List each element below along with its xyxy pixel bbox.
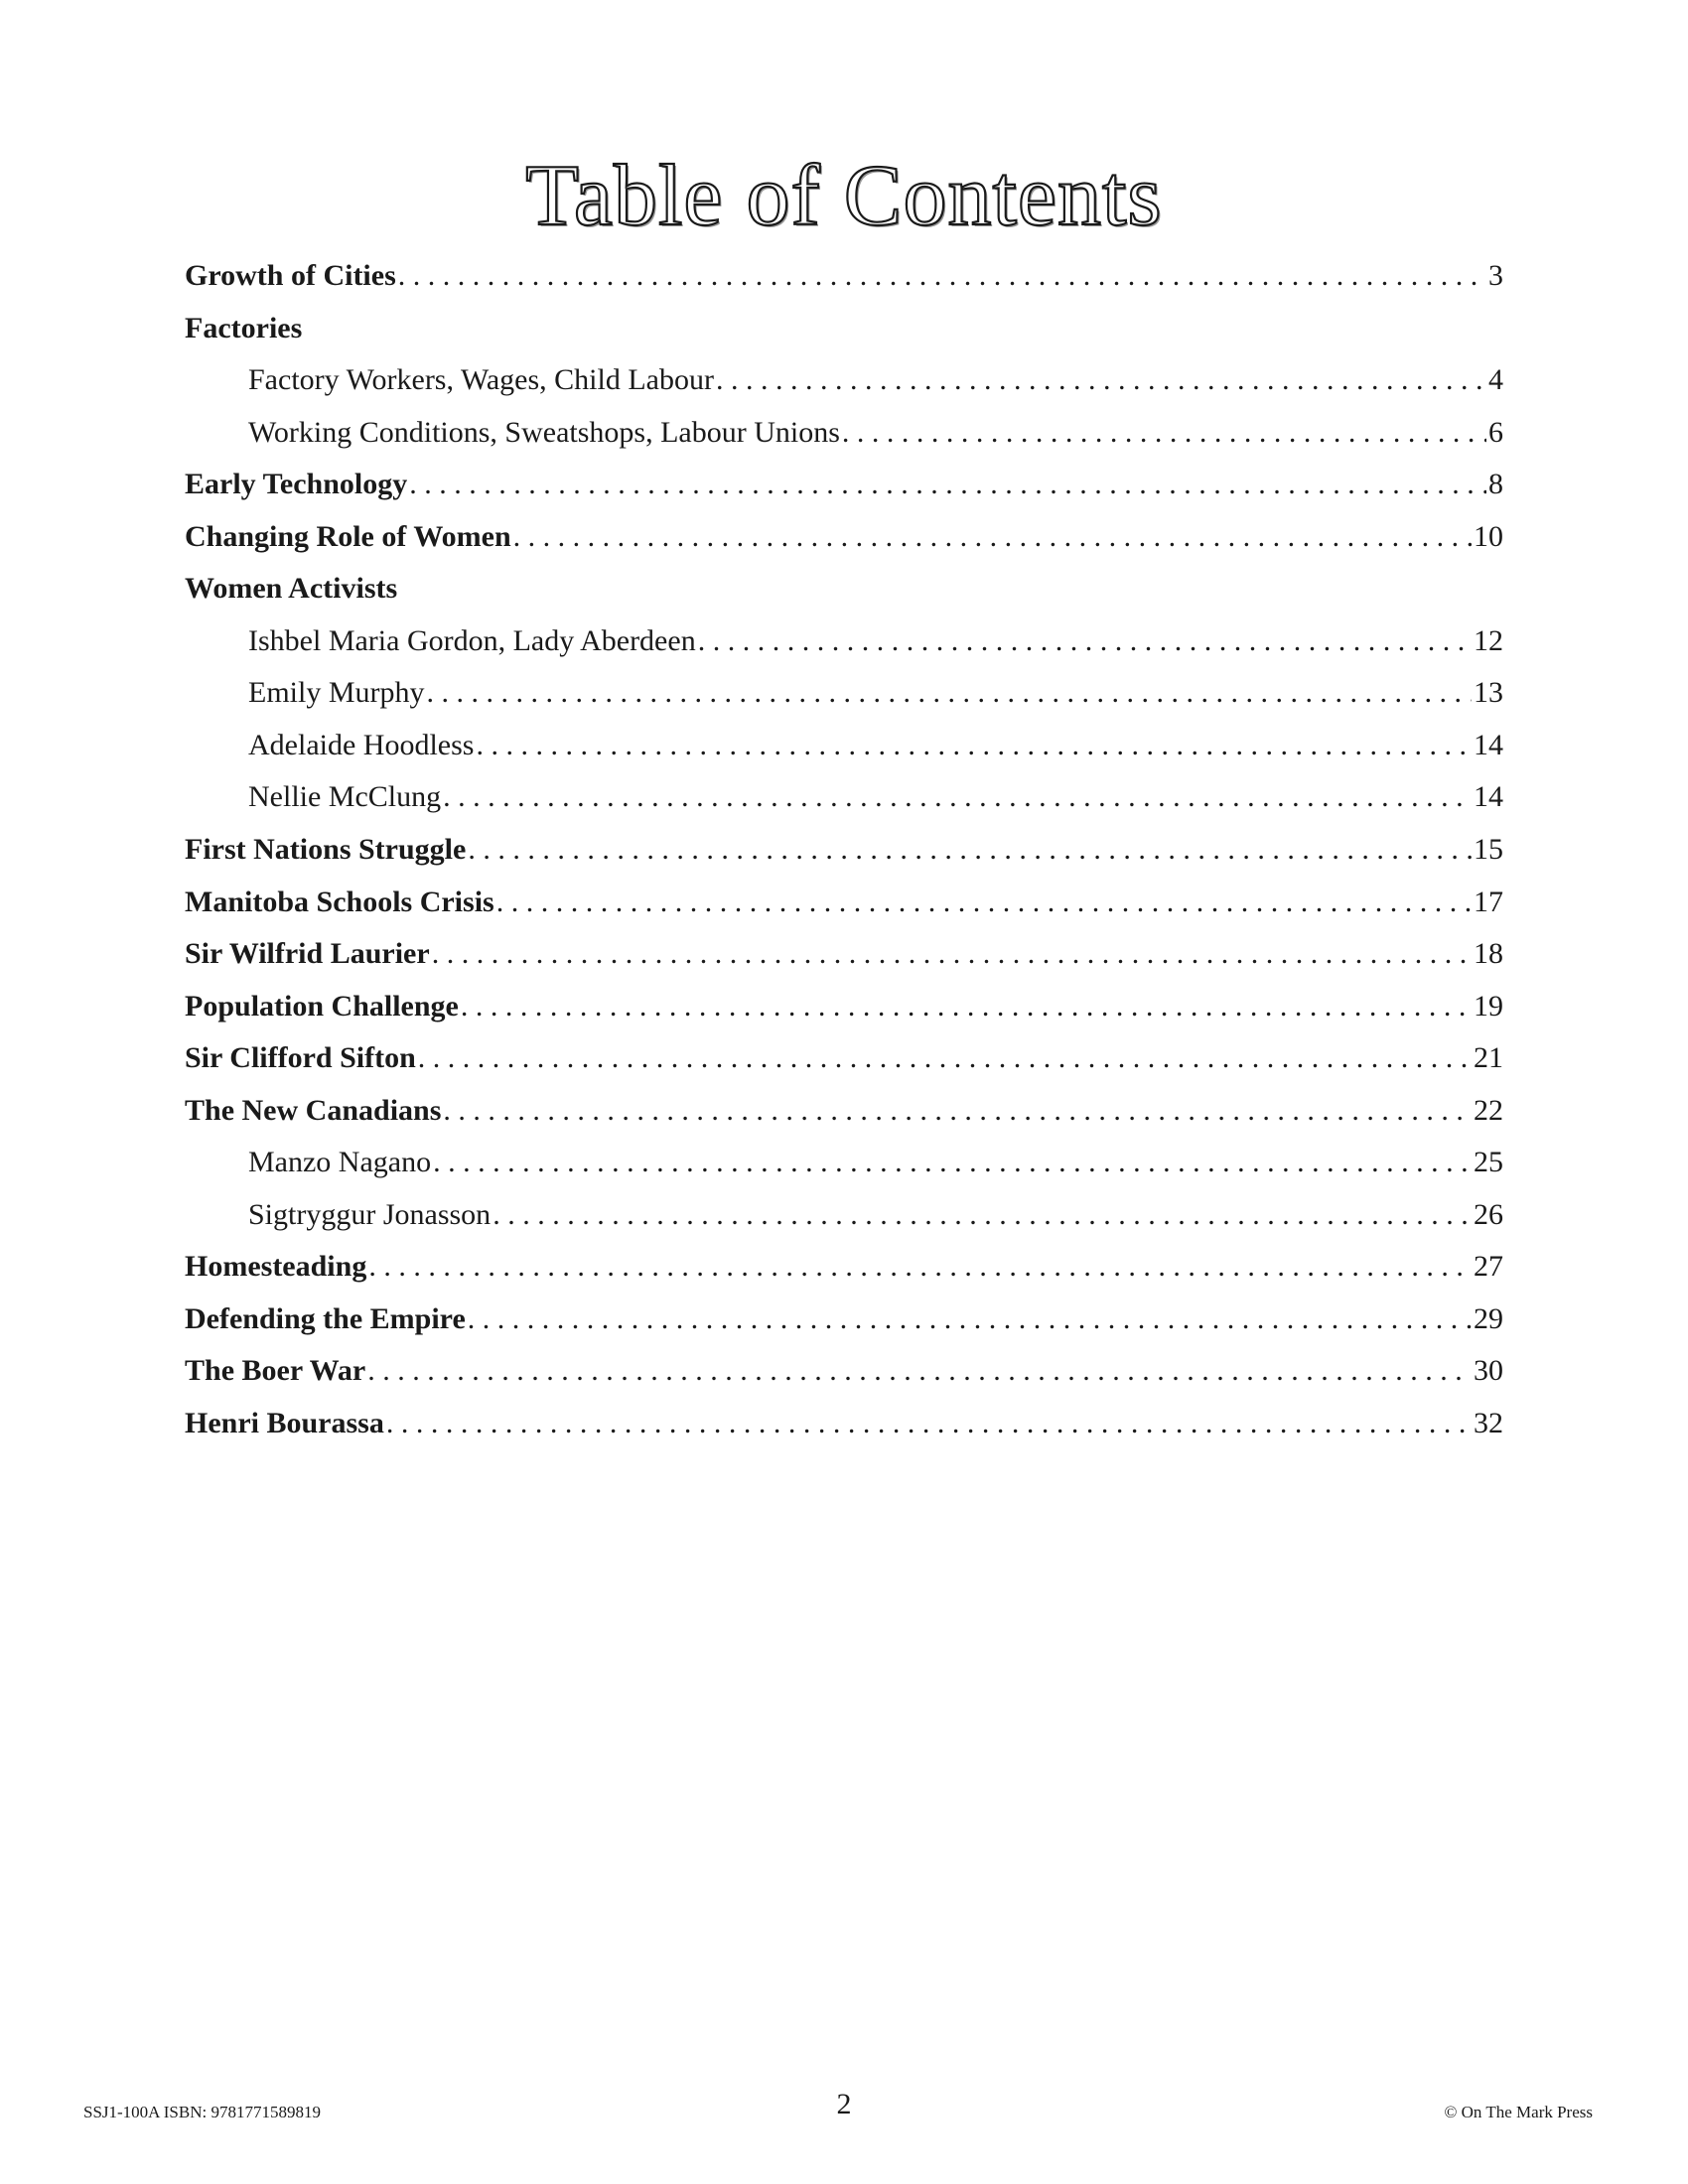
toc-entry-page: 19 xyxy=(1474,989,1503,1023)
toc-subentry xyxy=(185,1137,1503,1189)
toc-dot-leader xyxy=(716,354,1486,407)
toc-entry-label: Ishbel Maria Gordon, Lady Aberdeen xyxy=(248,623,696,657)
toc-dot-leader xyxy=(409,459,1486,511)
toc-entry-label: Manitoba Schools Crisis xyxy=(185,885,494,918)
toc-entry-label: Emily Murphy xyxy=(248,676,425,710)
toc-entry xyxy=(185,303,1503,355)
toc-entry-page: 4 xyxy=(1488,363,1503,397)
toc-entry-page: 32 xyxy=(1474,1407,1503,1440)
toc-entry xyxy=(185,459,1503,511)
toc-entry-label: Homesteading xyxy=(185,1250,367,1284)
toc-dot-leader xyxy=(513,511,1472,564)
toc-entry xyxy=(185,824,1503,877)
toc-entry-label: Adelaide Hoodless xyxy=(248,728,475,761)
footer-product-code: SSJ1-100A ISBN: 9781771589819 xyxy=(83,2103,321,2121)
toc-entry xyxy=(185,563,1503,615)
toc-entry xyxy=(185,511,1503,564)
toc-entry xyxy=(185,877,1503,929)
toc-dot-leader xyxy=(418,1032,1472,1085)
toc-dot-leader xyxy=(461,981,1472,1033)
toc-entry-page: 14 xyxy=(1474,780,1503,814)
toc-entry-page: 12 xyxy=(1474,623,1503,657)
table-of-contents xyxy=(185,250,1503,1450)
toc-dot-leader xyxy=(427,667,1473,720)
toc-entry xyxy=(185,1032,1503,1085)
toc-subentry xyxy=(185,667,1503,720)
toc-entry xyxy=(185,1345,1503,1398)
toc-entry-label: Henri Bourassa xyxy=(185,1407,384,1440)
toc-entry-page: 8 xyxy=(1488,468,1503,501)
toc-dot-leader xyxy=(433,1137,1472,1189)
toc-entry-page: 29 xyxy=(1474,1301,1503,1335)
toc-entry-page: 30 xyxy=(1474,1354,1503,1388)
toc-entry-label: Working Conditions, Sweatshops, Labour Unions xyxy=(248,415,840,449)
toc-entry-label: Growth of Cities xyxy=(185,259,396,292)
toc-entry-page: 18 xyxy=(1474,937,1503,971)
toc-entry-page: 3 xyxy=(1488,259,1503,292)
toc-entry-page: 10 xyxy=(1474,519,1503,553)
toc-entry-label: Sir Wilfrid Laurier xyxy=(185,937,430,971)
toc-subentry xyxy=(185,1189,1503,1242)
toc-entry-page: 17 xyxy=(1474,885,1503,918)
toc-entry xyxy=(185,1294,1503,1346)
toc-entry-label: Factory Workers, Wages, Child Labour xyxy=(248,363,714,397)
toc-dot-leader xyxy=(698,615,1472,668)
toc-dot-leader xyxy=(368,1241,1472,1294)
toc-entry xyxy=(185,981,1503,1033)
toc-dot-leader xyxy=(496,877,1472,929)
toc-entry-label: First Nations Struggle xyxy=(185,833,467,867)
toc-entry xyxy=(185,250,1503,303)
toc-entry-page: 27 xyxy=(1474,1250,1503,1284)
toc-entry-page: 6 xyxy=(1488,415,1503,449)
toc-entry-page: 15 xyxy=(1474,833,1503,867)
toc-entry-page: 26 xyxy=(1474,1197,1503,1231)
toc-entry-label: Sir Clifford Sifton xyxy=(185,1041,416,1075)
toc-entry-page: 25 xyxy=(1474,1146,1503,1179)
toc-entry-label: Sigtryggur Jonasson xyxy=(248,1197,492,1231)
toc-dot-leader xyxy=(367,1345,1472,1398)
toc-entry-label: Changing Role of Women xyxy=(185,519,511,553)
toc-subentry xyxy=(185,771,1503,824)
toc-entry-page: 14 xyxy=(1474,728,1503,761)
toc-dot-leader xyxy=(468,1294,1472,1346)
toc-dot-leader xyxy=(432,928,1472,981)
footer-page-number: 2 xyxy=(836,2088,852,2120)
footer-copyright: © On The Mark Press xyxy=(1444,2103,1593,2121)
toc-entry xyxy=(185,928,1503,981)
toc-dot-leader xyxy=(443,1085,1472,1138)
toc-subentry xyxy=(185,720,1503,772)
toc-subentry xyxy=(185,407,1503,460)
toc-dot-leader xyxy=(492,1189,1472,1242)
toc-dot-leader xyxy=(398,250,1486,303)
toc-subentry xyxy=(185,354,1503,407)
toc-entry-label: Population Challenge xyxy=(185,989,459,1023)
toc-dot-leader xyxy=(386,1398,1472,1450)
toc-entry-label: Manzo Nagano xyxy=(248,1146,432,1179)
toc-entry xyxy=(185,1085,1503,1138)
toc-dot-leader xyxy=(443,771,1472,824)
toc-dot-leader xyxy=(476,720,1472,772)
toc-entry-label: Factories xyxy=(185,311,303,344)
toc-dot-leader xyxy=(842,407,1486,460)
toc-entry xyxy=(185,1241,1503,1294)
toc-entry-label: Early Technology xyxy=(185,468,408,501)
toc-entry-label: The New Canadians xyxy=(185,1093,442,1127)
toc-subentry xyxy=(185,615,1503,668)
toc-entry-page: 22 xyxy=(1474,1093,1503,1127)
page-title: Table of Contents xyxy=(525,148,1163,244)
toc-entry-page: 21 xyxy=(1474,1041,1503,1075)
toc-entry-label: Nellie McClung xyxy=(248,780,442,814)
toc-entry-label: Defending the Empire xyxy=(185,1301,466,1335)
toc-entry-label: The Boer War xyxy=(185,1354,366,1388)
toc-entry-page: 13 xyxy=(1474,676,1503,710)
toc-entry xyxy=(185,1398,1503,1450)
toc-dot-leader xyxy=(468,824,1472,877)
toc-entry-label: Women Activists xyxy=(185,572,398,606)
